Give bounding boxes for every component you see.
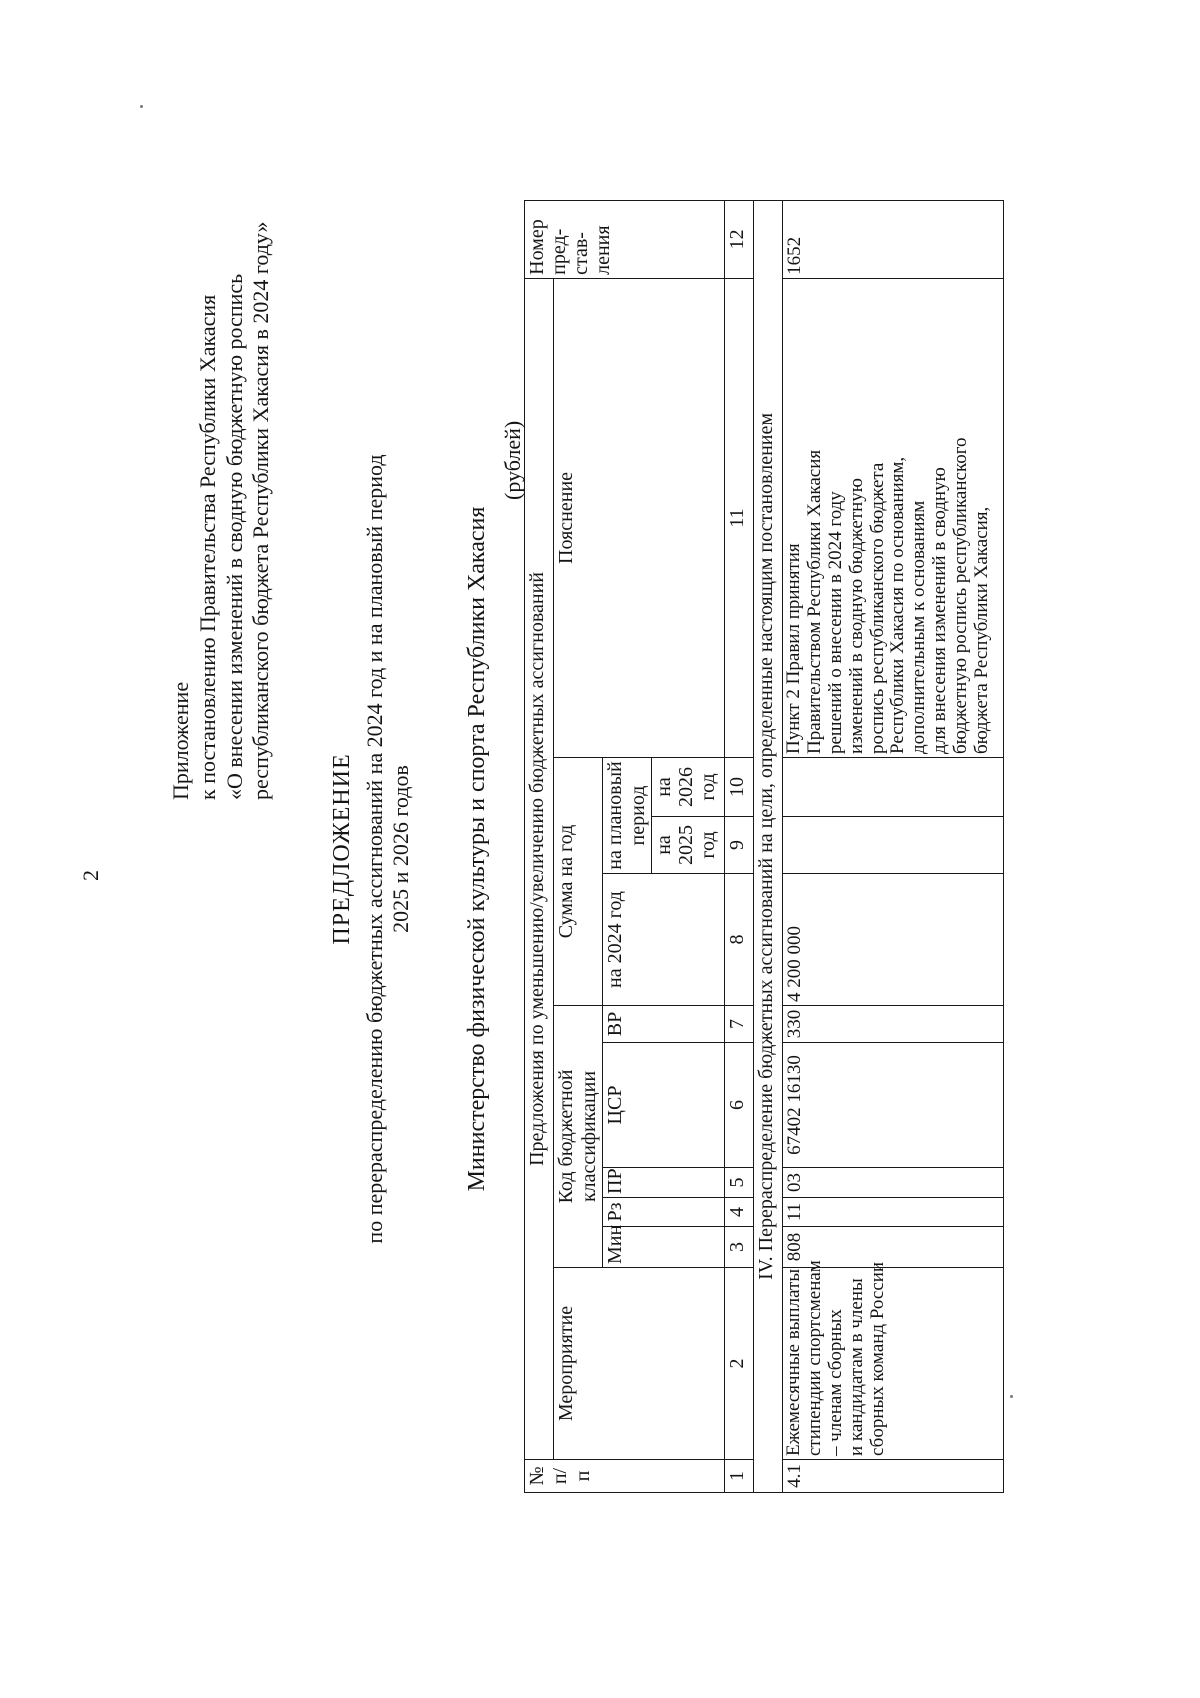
year-2025-line: год [697, 831, 719, 859]
explanation-line: бюджетную роспись республиканского [950, 437, 972, 754]
explanation-line: Пункт 2 Правил принятия [783, 543, 804, 754]
planning-period-line: период [627, 785, 649, 846]
column-number: 2 [725, 1268, 754, 1460]
explanation-line: дополнительным к основаниям [908, 500, 930, 754]
header-no-cell [525, 1460, 725, 1493]
column-number: 7 [725, 1006, 754, 1043]
row-amount-2025 [783, 817, 1004, 874]
row-amount-2026 [783, 758, 1004, 817]
appendix-line: республиканского бюджета Республики Хакасия в 2024 году» [248, 221, 274, 800]
header-year-2025 [652, 817, 725, 874]
header-pr: ПР [603, 1168, 725, 1198]
year-2025-line: на [653, 835, 675, 855]
ministry-name: Министерство физической культуры и спорта Республики Хакасия [464, 506, 490, 1192]
page-number: 2 [78, 870, 103, 881]
allocation-table [524, 200, 1004, 1493]
header-representation-line: став- [570, 232, 592, 275]
subtitle-line: по перераспределению бюджетных ассигнований на 2024 год и на плановый период [362, 454, 387, 1244]
row-representation-no: 1652 [783, 200, 1004, 278]
column-number: 12 [725, 200, 754, 278]
column-number: 11 [725, 278, 754, 757]
header-representation-line: Номер [526, 219, 548, 275]
row-amount-2024: 4 200 000 [783, 874, 1004, 1006]
header-budget-code: Код бюджетной классификации [554, 1006, 603, 1268]
appendix-line: «О внесении изменений в сводную бюджетную роспись [221, 273, 247, 800]
column-number: 3 [725, 1227, 754, 1268]
row-rz: 11 [783, 1198, 1004, 1227]
explanation-line: бюджета Республики Хакасия, [971, 506, 993, 754]
row-activity [783, 1260, 1004, 1460]
row-pr: 03 [783, 1168, 1004, 1198]
activity-line: и кандидатам в члены [845, 1278, 867, 1456]
activity-line: сборных команд России [866, 1261, 888, 1456]
year-2025-line: 2025 [675, 825, 697, 865]
activity-line: Ежемесячные выплаты [783, 1268, 804, 1456]
header-year-2024: на 2024 год [603, 874, 725, 1006]
column-number: 5 [725, 1168, 754, 1198]
explanation-line: Правительством Республики Хакасия [803, 449, 825, 754]
column-number: 8 [725, 874, 754, 1006]
appendix-line: к постановлению Правительства Республики Хакасия [194, 294, 220, 800]
appendix-line: Приложение [168, 681, 193, 800]
document-title: ПРЕДЛОЖЕНИЕ [329, 753, 355, 945]
row-min: 808 [783, 1227, 1004, 1268]
column-number: 10 [725, 758, 754, 817]
header-vr: ВР [603, 1006, 725, 1043]
scan-speck [1010, 1395, 1013, 1398]
column-number: 6 [725, 1043, 754, 1168]
header-proposals: Предложения по уменьшению/увеличению бюджетных ассигнований [525, 278, 554, 1459]
scan-speck [140, 105, 143, 108]
units-label: (рублей) [500, 420, 525, 500]
explanation-line: роспись республиканского бюджета [866, 462, 888, 754]
header-representation-line: пред- [548, 228, 570, 275]
planning-period-line: на плановый [604, 761, 626, 870]
year-2026-line: на [653, 777, 675, 797]
explanation-line: Республики Хакасия по основаниям, [887, 456, 909, 754]
header-min: Мин [603, 1227, 725, 1268]
header-explanation: Пояснение [554, 278, 725, 757]
table-row [783, 200, 1004, 1492]
row-vr: 330 [783, 1006, 1004, 1043]
header-year-2026 [652, 758, 725, 817]
document-subtitle [362, 0, 415, 1698]
explanation-line: для внесения изменений в сводную [929, 467, 951, 754]
column-number: 1 [725, 1460, 754, 1493]
explanation-line: изменений в сводную бюджетную [845, 478, 867, 754]
activity-line: стипендии спортсменам [803, 1260, 825, 1456]
subtitle-line: 2025 и 2026 годов [388, 765, 414, 933]
header-no-line: № [526, 1466, 548, 1486]
header-rz: Рз [603, 1198, 725, 1227]
section-heading: IV. Перераспределение бюджетных ассигнований на цели, определенные настоящим постановлением [754, 200, 783, 1492]
header-representation-line: ления [592, 225, 614, 275]
column-number: 9 [725, 817, 754, 874]
row-csr: 67402 16130 [783, 1043, 1004, 1168]
year-2026-line: год [697, 773, 719, 801]
row-number: 4.1 [783, 1460, 1004, 1493]
header-amount-year: Сумма на год [554, 758, 603, 1006]
header-activity: Мероприятие [554, 1268, 725, 1460]
header-csr: ЦСР [603, 1043, 725, 1168]
explanation-line: решений о внесении в 2024 году [824, 491, 846, 754]
year-2026-line: 2026 [675, 767, 697, 807]
header-representation-no [525, 200, 725, 278]
header-no-line: п/п [549, 1467, 594, 1485]
activity-line: – членам сборных [824, 1309, 846, 1456]
row-explanation [783, 278, 1004, 757]
appendix-header [168, 222, 275, 800]
column-number: 4 [725, 1198, 754, 1227]
header-planning-period [603, 758, 652, 874]
